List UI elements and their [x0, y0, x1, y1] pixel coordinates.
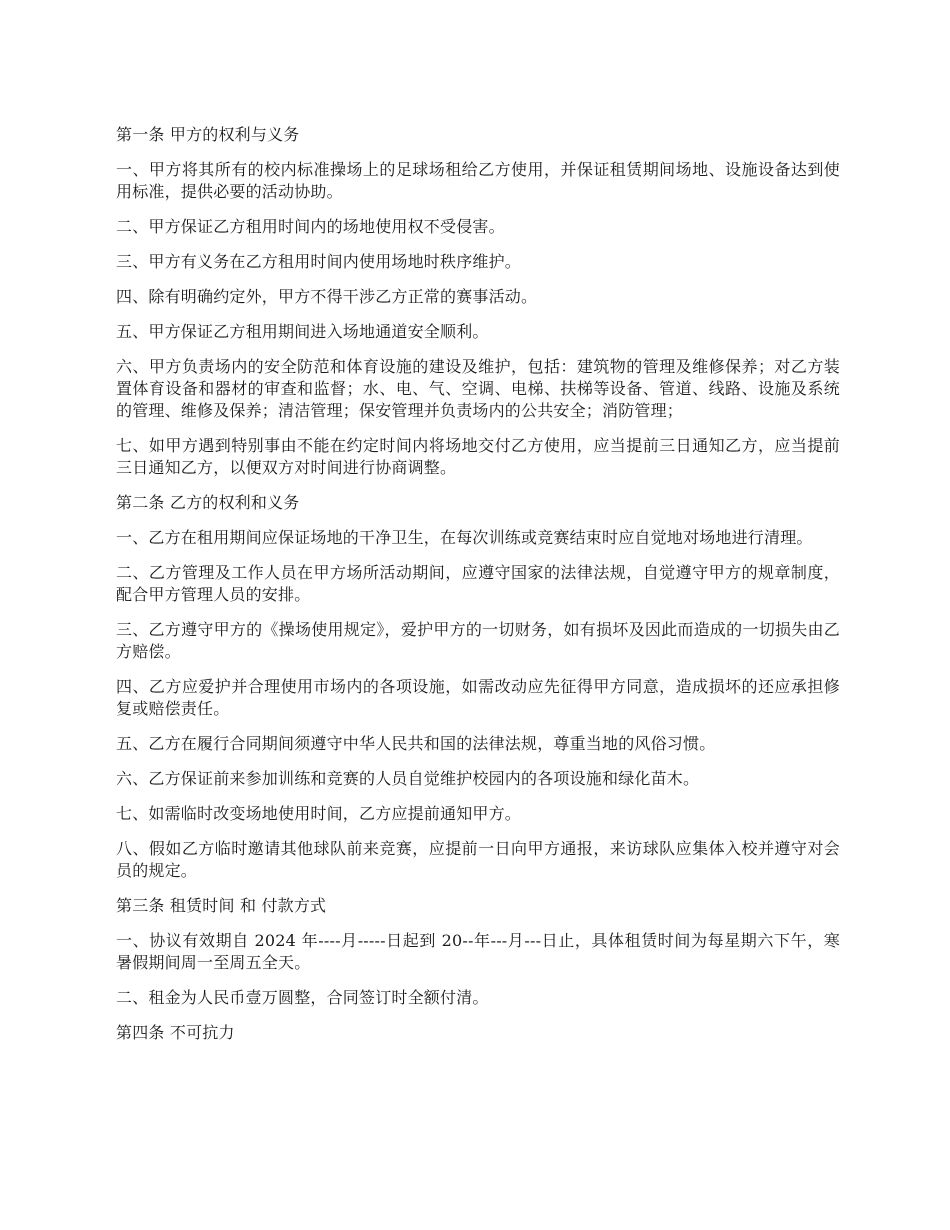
section-2-clause-1: 一、乙方在租用期间应保证场地的干净卫生，在每次训练或竞赛结束时应自觉地对场地进行清理。: [116, 528, 813, 547]
section-3-clause-2: 二、租金为人民币壹万圆整，合同签订时全额付清。: [116, 988, 489, 1007]
section-2-clause-6: 六、乙方保证前来参加训练和竞赛的人员自觉维护校园内的各项设施和绿化苗木。: [116, 769, 700, 788]
section-1-heading: 第一条 甲方的权利与义务: [116, 125, 300, 144]
section-1-clause-2: 二、甲方保证乙方租用时间内的场地使用权不受侵害。: [116, 217, 505, 236]
section-2-heading: 第二条 乙方的权利和义务: [116, 493, 300, 512]
section-1-clause-1: 一、甲方将其所有的校内标准操场上的足球场租给乙方使用，并保证租赁期间场地、设施设备达到使用标准，提供必要的活动协助。: [116, 160, 840, 201]
section-1-clause-3: 三、甲方有义务在乙方租用时间内使用场地时秩序维护。: [116, 252, 522, 271]
section-2-clause-8: 八、假如乙方临时邀请其他球队前来竞赛，应提前一日向甲方通报，来访球队应集体入校并遵守对会员的规定。: [116, 839, 840, 880]
section-1-clause-4: 四、除有明确约定外，甲方不得干涉乙方正常的赛事活动。: [116, 287, 538, 306]
section-3-heading: 第三条 租赁时间 和 付款方式: [116, 896, 327, 915]
section-1-clause-5: 五、甲方保证乙方租用期间进入场地通道安全顺利。: [116, 322, 489, 341]
section-4-heading: 第四条 不可抗力: [116, 1023, 235, 1042]
section-3-clause-1: 一、协议有效期自 2024 年----月-----日起到 20--年---月---日止，具体租赁时间为每星期六下午，寒暑假期间周一至周五全天。: [116, 931, 840, 972]
section-2-clause-4: 四、乙方应爱护并合理使用市场内的各项设施，如需改动应先征得甲方同意，造成损坏的还应承担修复或赔偿责任。: [116, 677, 840, 718]
document-body: [116, 124, 840, 1057]
section-2-clause-2: 二、乙方管理及工作人员在甲方场所活动期间，应遵守国家的法律法规，自觉遵守甲方的规章制度，配合甲方管理人员的安排。: [116, 563, 840, 604]
section-1-clause-7: 七、如甲方遇到特别事由不能在约定时间内将场地交付乙方使用，应当提前三日通知乙方，应当提前三日通知乙方，以便双方对时间进行协商调整。: [116, 436, 840, 477]
section-2-clause-7: 七、如需临时改变场地使用时间，乙方应提前通知甲方。: [116, 804, 522, 823]
section-2-clause-3: 三、乙方遵守甲方的《操场使用规定》，爱护甲方的一切财务，如有损坏及因此而造成的一切损失由乙方赔偿。: [116, 620, 840, 661]
section-2-clause-5: 五、乙方在履行合同期间须遵守中华人民共和国的法律法规，尊重当地的风俗习惯。: [116, 734, 716, 753]
section-1-clause-6: 六、甲方负责场内的安全防范和体育设施的建设及维护，包括：建筑物的管理及维修保养；对乙方装置体育设备和器材的审查和监督；水、电、气、空调、电梯、扶梯等设备、管道、线路、设施及系统的管理、维修及保养；清洁管理；保安管理并负责场内的公共安全；消防管理；: [116, 357, 840, 420]
